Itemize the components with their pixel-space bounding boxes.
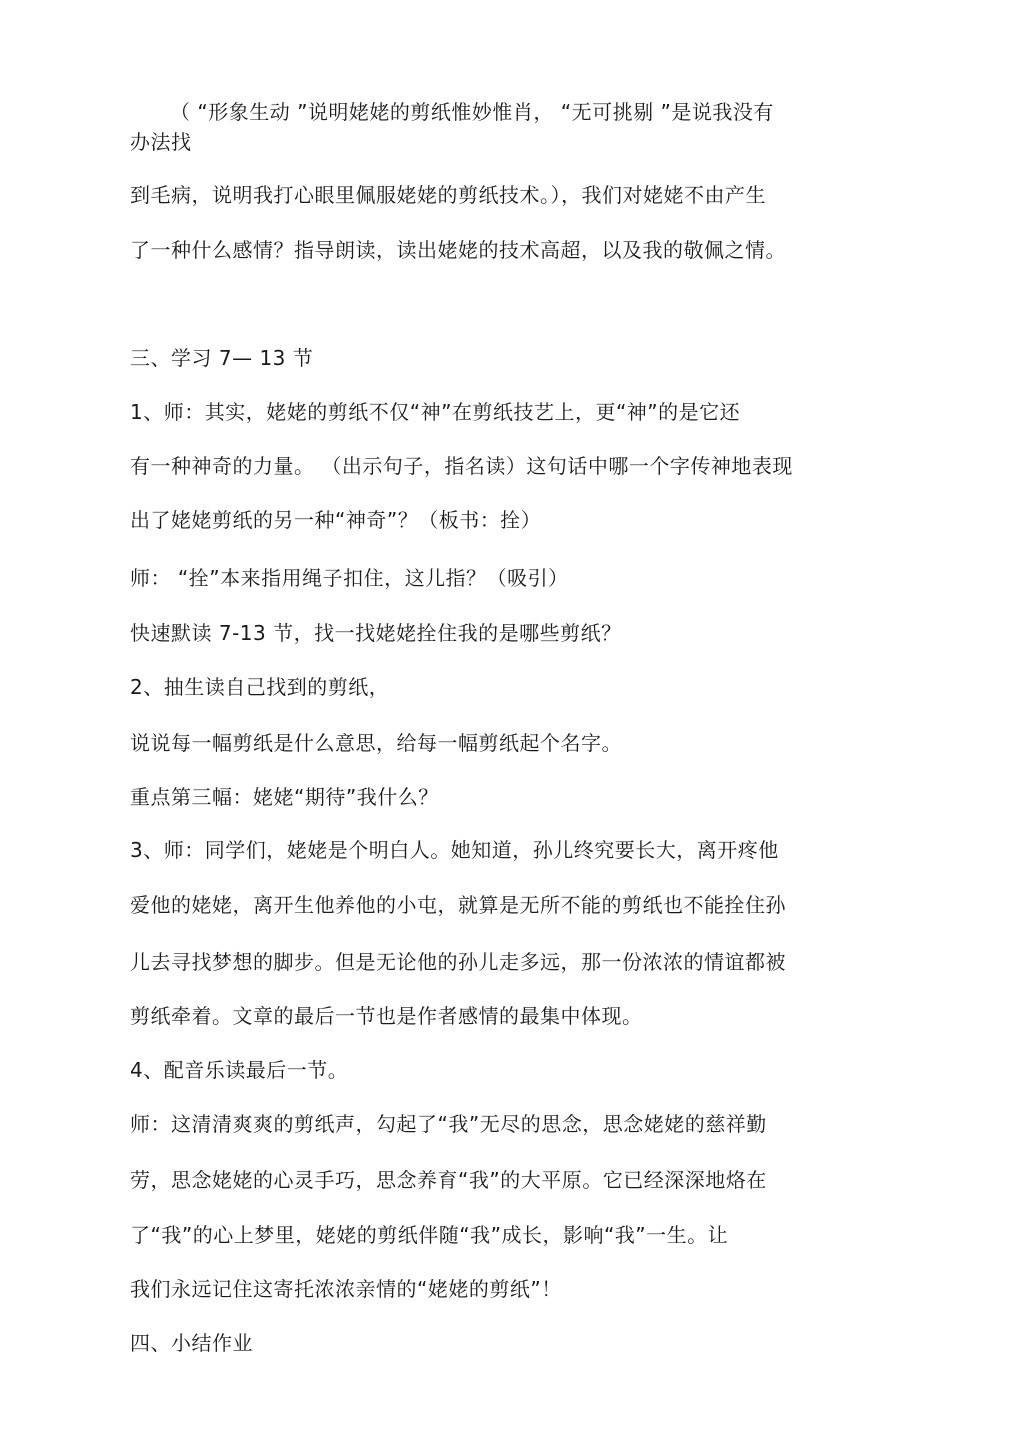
text-line: 说说每一幅剪纸是什么意思，给每一幅剪纸起个名字。 <box>130 731 622 755</box>
text-line: 有一种神奇的力量。 （出示句子，指名读）这句话中哪一个字传神地表现 <box>130 454 793 478</box>
text-line: 师：这清清爽爽的剪纸声，勾起了“我”无尽的思念，思念姥姥的慈祥勤 <box>130 1112 767 1136</box>
section-heading: 三、学习 7— 13 节 <box>130 346 314 370</box>
text-line: （ “形象生动 ”说明姥姥的剪纸惟妙惟肖， “无可挑剔 ”是说我没有 <box>170 100 774 124</box>
text-line: 了“我”的心上梦里，姥姥的剪纸伴随“我”成长，影响“我”一生。让 <box>130 1223 729 1247</box>
text-line: 2、抽生读自己找到的剪纸， <box>130 675 390 699</box>
text-line: 重点第三幅：姥姥“期待”我什么？ <box>130 785 439 809</box>
text-line: 快速默读 7-13 节，找一找姥姥拴住我的是哪些剪纸？ <box>130 621 622 645</box>
text-line: 到毛病，说明我打心眼里佩服姥姥的剪纸技术。），我们对姥姥不由产生 <box>130 183 766 207</box>
text-line: 办法找 <box>130 130 192 154</box>
text-line: 了一种什么感情？指导朗读，读出姥姥的技术高超，以及我的敬佩之情。 <box>130 238 786 262</box>
text-line: 出了姥姥剪纸的另一种“神奇”？（板书：拴） <box>130 508 542 532</box>
text-line: 1、师：其实，姥姥的剪纸不仅“神”在剪纸技艺上，更“神”的是它还 <box>130 400 741 424</box>
text-line: 劳，思念姥姥的心灵手巧，思念养育“我”的大平原。它已经深深地烙在 <box>130 1168 767 1192</box>
text-line: 3、师：同学们，姥姥是个明白人。她知道，孙儿终究要长大，离开疼他 <box>130 838 779 862</box>
text-line: 爱他的姥姥，离开生他养他的小屯，就算是无所不能的剪纸也不能拴住孙 <box>130 893 786 917</box>
section-heading: 四、小结作业 <box>130 1331 253 1355</box>
text-line: 我们永远记住这寄托浓浓亲情的“姥姥的剪纸”！ <box>130 1277 562 1301</box>
text-line: 师： “拴”本来指用绳子扣住，这儿指？（吸引） <box>130 566 569 590</box>
text-line: 儿去寻找梦想的脚步。但是无论他的孙儿走多远，那一份浓浓的情谊都被 <box>130 950 786 974</box>
text-line: 剪纸牵着。文章的最后一节也是作者感情的最集中体现。 <box>130 1004 643 1028</box>
text-line: 4、配音乐读最后一节。 <box>130 1058 349 1082</box>
